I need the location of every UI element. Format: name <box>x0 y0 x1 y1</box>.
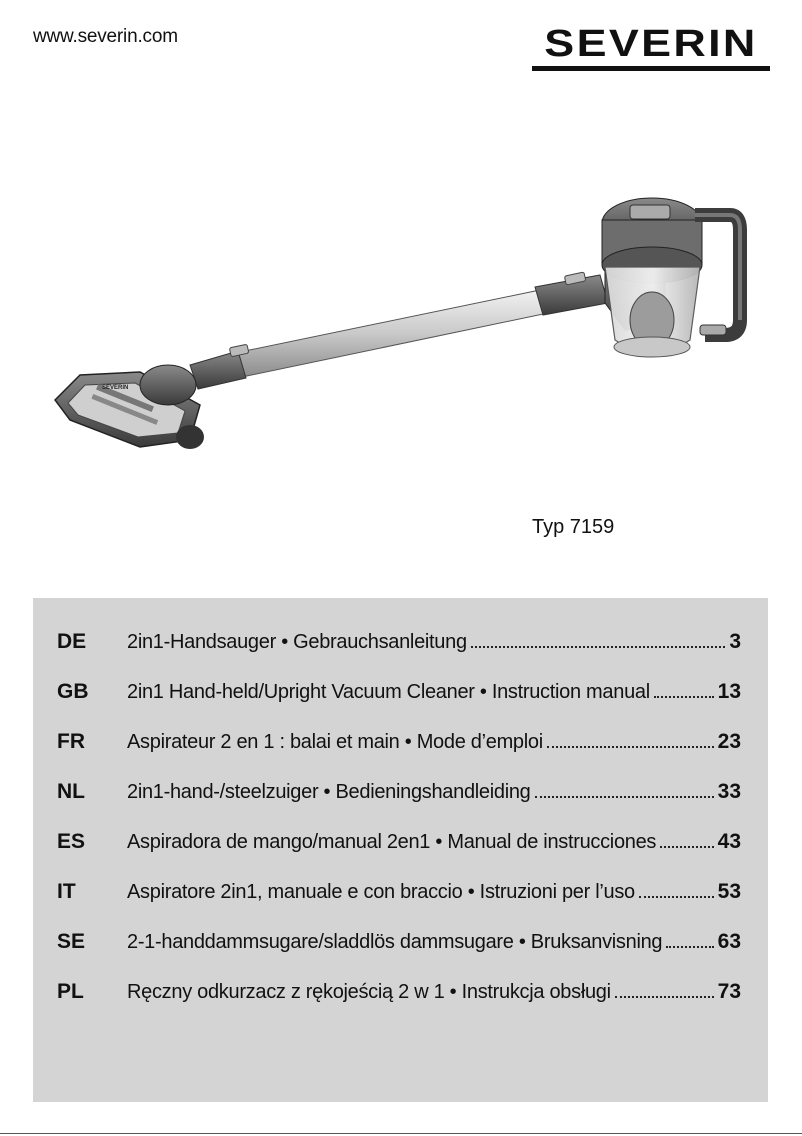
floor-nozzle <box>55 365 204 449</box>
toc-title: 2in1-hand-/steelzuiger • Bedieningshandleiding <box>127 781 531 803</box>
page-number: 43 <box>717 830 741 853</box>
toc-row-se[interactable] <box>33 926 768 958</box>
leader-dots <box>615 978 714 998</box>
language-code: DE <box>57 630 87 653</box>
table-of-contents <box>33 598 768 1102</box>
page-number: 13 <box>717 680 741 703</box>
leader-dots <box>639 878 714 898</box>
page-number: 53 <box>717 880 741 903</box>
leader-dots <box>547 728 714 748</box>
leader-dots <box>535 778 714 798</box>
page-number: 23 <box>717 730 741 753</box>
vacuum-cleaner-illustration <box>40 175 760 465</box>
nozzle-brand-text: SEVERIN <box>102 385 129 391</box>
language-code: IT <box>57 880 76 903</box>
language-code: SE <box>57 930 86 953</box>
leader-dots <box>654 678 714 698</box>
page-number: 3 <box>729 630 741 653</box>
leader-dots <box>666 928 713 948</box>
toc-row-de[interactable] <box>33 626 768 658</box>
toc-row-es[interactable] <box>33 826 768 858</box>
leader-dots <box>660 828 714 848</box>
logo-text: SEVERIN <box>544 23 758 65</box>
toc-title: 2in1-Handsauger • Gebrauchsanleitung <box>127 631 467 653</box>
toc-title: Aspiradora de mango/manual 2en1 • Manual de instrucciones <box>127 831 657 853</box>
logo-underline <box>532 66 770 71</box>
toc-row-nl[interactable] <box>33 776 768 808</box>
model-number: Typ 7159 <box>532 516 615 538</box>
language-code: PL <box>57 980 84 1003</box>
toc-row-it[interactable] <box>33 876 768 908</box>
language-code: FR <box>57 730 85 753</box>
toc-title: Aspirateur 2 en 1 : balai et main • Mode d’emploi <box>127 731 543 753</box>
leader-dots <box>471 628 726 648</box>
page-number: 63 <box>717 930 741 953</box>
toc-title: 2in1 Hand-held/Upright Vacuum Cleaner • Instruction manual <box>127 681 650 703</box>
toc-title: Aspiratore 2in1, manuale e con braccio • Istruzioni per l’uso <box>127 881 635 903</box>
page-number: 73 <box>717 980 741 1003</box>
toc-row-pl[interactable] <box>33 976 768 1008</box>
toc-row-gb[interactable] <box>33 676 768 708</box>
toc-title: 2-1-handdammsugare/sladdlös dammsugare • Bruksanvisning <box>127 931 663 953</box>
language-code: NL <box>57 780 85 803</box>
extension-tube <box>190 272 608 389</box>
severin-logo <box>532 24 770 76</box>
website-url: www.severin.com <box>33 26 178 47</box>
language-code: ES <box>57 830 86 853</box>
page-number: 33 <box>717 780 741 803</box>
toc-title: Ręczny odkurzacz z rękojeścią 2 w 1 • Instrukcja obsługi <box>127 981 611 1003</box>
motor-unit <box>602 198 740 357</box>
toc-row-fr[interactable] <box>33 726 768 758</box>
page-bottom-rule <box>0 1133 802 1134</box>
language-code: GB <box>57 680 89 703</box>
